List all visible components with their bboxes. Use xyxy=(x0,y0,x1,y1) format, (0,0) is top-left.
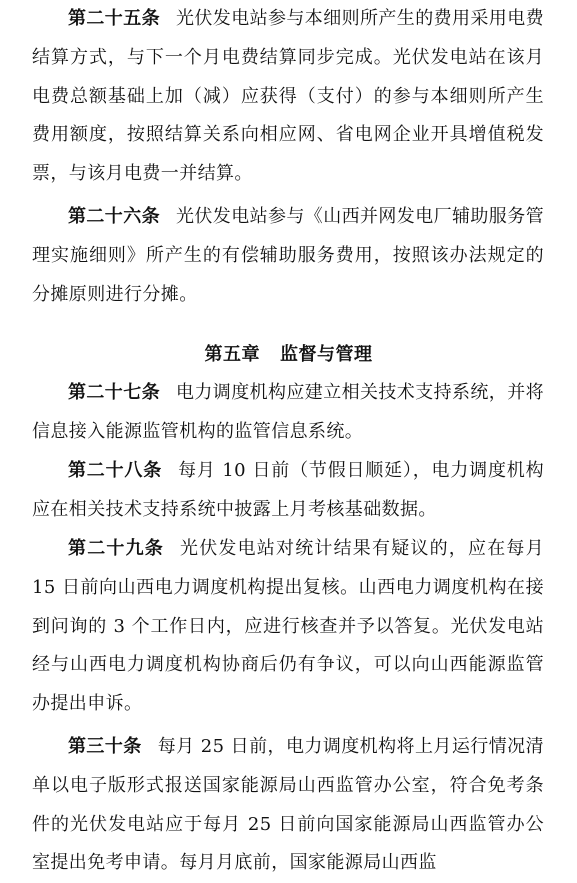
article-30 xyxy=(32,728,544,883)
chapter-heading xyxy=(0,335,577,375)
article-text: 光伏发电站参与《山西并网发电厂辅助服务管理实施细则》所产生的有偿辅助服务费用，按照该办法规定的分摊原则进行分摊。 xyxy=(32,206,544,305)
article-text: 每月 10 日前（节假日顺延），电力调度机构应在相关技术支持系统中披露上月考核基础数据。 xyxy=(32,460,545,520)
article-text: 光伏发电站参与本细则所产生的费用采用电费结算方式，与下一个月电费结算同步完成。光伏发电站在该月电费总额基础上加（减）应获得（支付）的参与本细则所产生费用额度，按照结算关系向相应网、省电网企业开具增值税发票，与该月电费一并结算。 xyxy=(32,8,544,185)
article-text: 每月 25 日前，电力调度机构将上月运行情况清单以电子版形式报送国家能源局山西监管办公室，符合免考条件的光伏发电站应于每月 25 日前向国家能源局山西监管办公室提出免考申请。每月月底前，国家能源局山西监 xyxy=(32,736,544,874)
article-number: 第二十六条 xyxy=(68,206,160,227)
article-number: 第三十条 xyxy=(68,736,142,757)
article-25 xyxy=(32,0,544,194)
article-number: 第二十七条 xyxy=(68,382,160,403)
chapter-number: 第五章 xyxy=(204,344,260,365)
article-number: 第二十八条 xyxy=(68,460,163,481)
article-28 xyxy=(32,452,544,530)
article-27 xyxy=(32,374,544,452)
chapter-title: 监督与管理 xyxy=(280,344,373,365)
article-text: 电力调度机构应建立相关技术支持系统，并将信息接入能源监管机构的监管信息系统。 xyxy=(32,382,544,442)
article-26 xyxy=(32,198,544,314)
article-number: 第二十五条 xyxy=(68,8,160,29)
article-text: 光伏发电站对统计结果有疑议的，应在每月 15 日前向山西电力调度机构提出复核。山西电力调度机构在接到问询的 3 个工作日内，应进行核查并予以答复。光伏发电站经与山西电力调度机构协商后仍有争议，可以向山西能源监管办提出申诉。 xyxy=(32,538,544,715)
article-29 xyxy=(32,530,544,724)
article-number: 第二十九条 xyxy=(68,538,164,559)
